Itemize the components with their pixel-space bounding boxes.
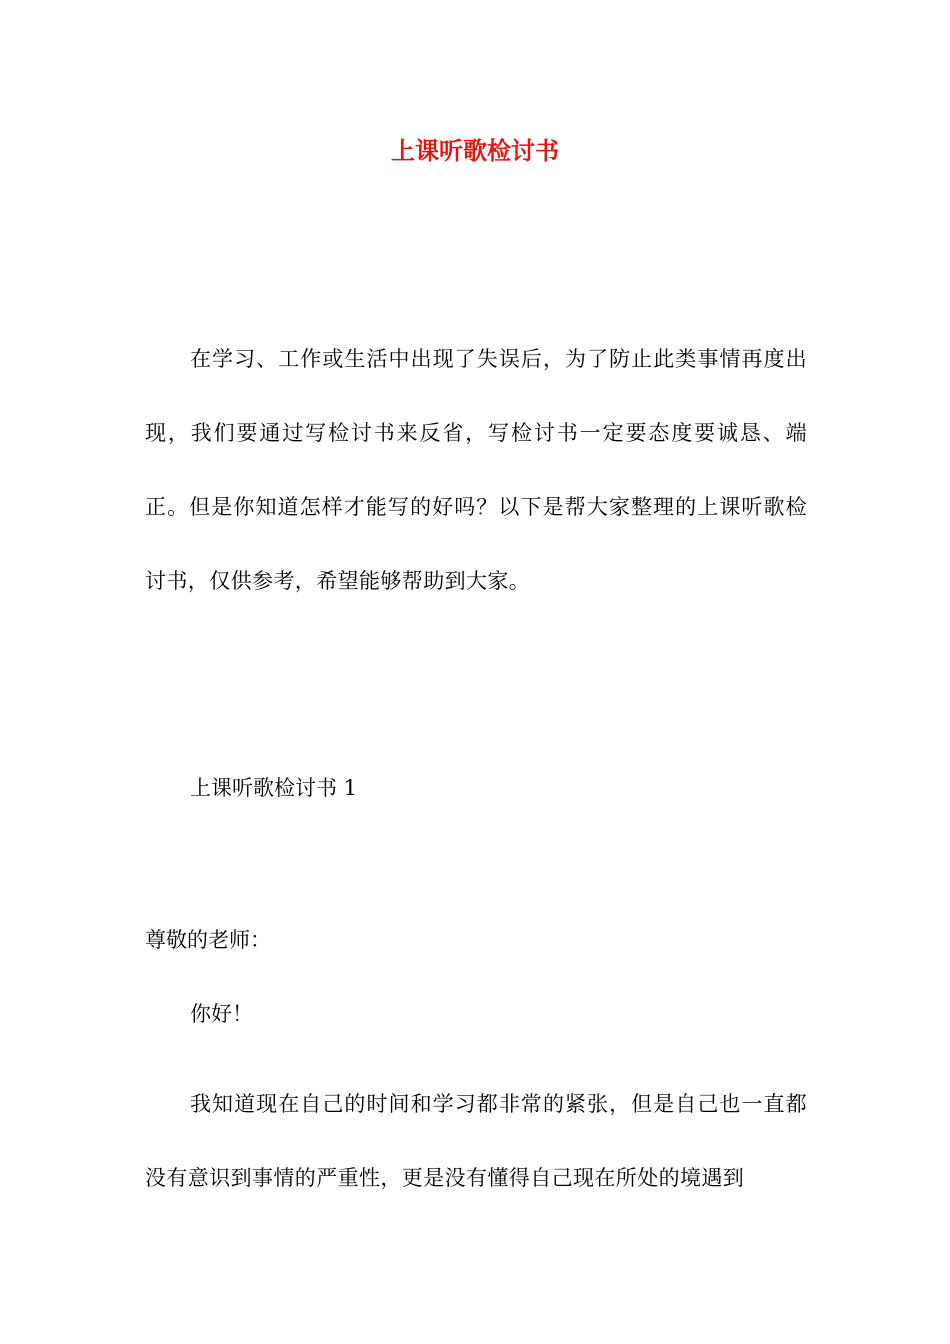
- body-paragraph: 我知道现在自己的时间和学习都非常的紧张，但是自己也一直都没有意识到事情的严重性，更是没有懂得自己现在所处的境遇到: [145, 1092, 807, 1190]
- greeting: 你好！: [190, 1002, 253, 1026]
- document-title: 上课听歌检讨书: [391, 136, 559, 165]
- salutation: 尊敬的老师：: [145, 928, 271, 952]
- section-heading: 上课听歌检讨书 1: [190, 776, 358, 800]
- intro-paragraph: 在学习、工作或生活中出现了失误后，为了防止此类事情再度出现，我们要通过写检讨书来反省，写检讨书一定要态度要诚恳、端正。但是你知道怎样才能写的好吗？以下是帮大家整理的上课听歌检讨书，仅供参考，希望能够帮助到大家。: [145, 347, 807, 593]
